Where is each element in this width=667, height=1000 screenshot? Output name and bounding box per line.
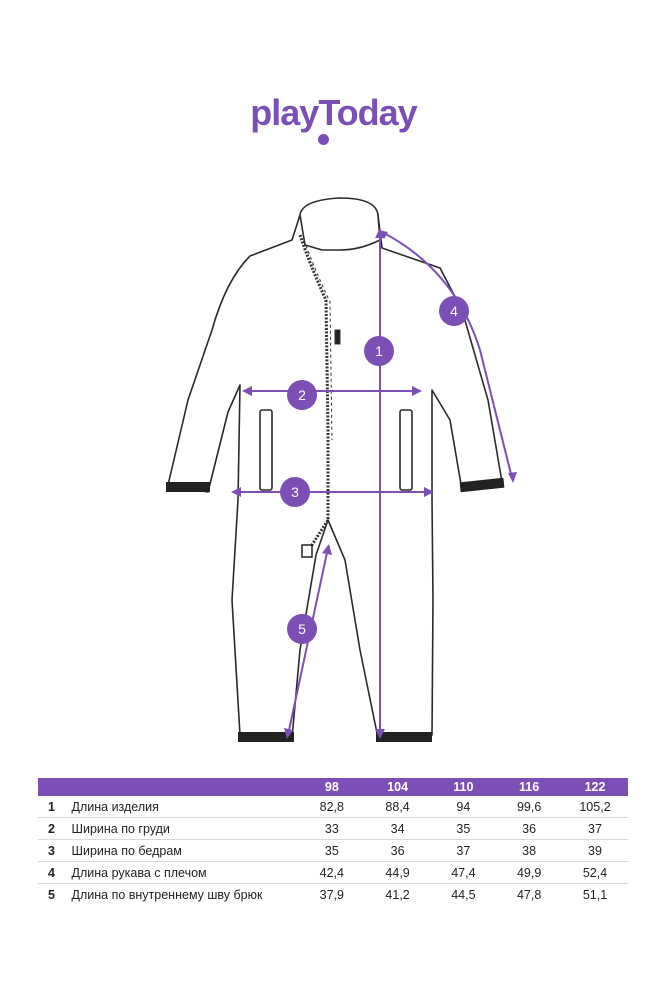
jumpsuit-outline bbox=[168, 198, 502, 738]
row-value: 39 bbox=[588, 843, 602, 858]
marker-3-label: 3 bbox=[291, 484, 299, 500]
marker-3 bbox=[280, 477, 310, 507]
row-value: 99,6 bbox=[516, 799, 542, 814]
row-label: Длина по внутреннему шву брюк bbox=[71, 887, 263, 902]
row-value: 44,5 bbox=[451, 887, 476, 902]
row-value: 94 bbox=[456, 799, 471, 814]
size-header: 98 bbox=[324, 780, 339, 794]
row-value: 52,4 bbox=[582, 865, 608, 880]
marker-5 bbox=[287, 614, 317, 644]
row-label: Длина рукава с плечом bbox=[71, 865, 207, 880]
row-value: 47,8 bbox=[516, 887, 542, 902]
row-label: Ширина по бедрам bbox=[71, 843, 182, 858]
row-number: 1 bbox=[48, 799, 55, 814]
row-value: 88,4 bbox=[385, 799, 410, 814]
row-value: 47,4 bbox=[451, 865, 476, 880]
size-table bbox=[38, 778, 628, 905]
row-label: Ширина по груди bbox=[71, 821, 170, 836]
row-value: 37 bbox=[588, 821, 602, 836]
row-number: 5 bbox=[48, 887, 55, 902]
row-value: 41,2 bbox=[385, 887, 410, 902]
row-value: 35 bbox=[324, 843, 339, 858]
row-value: 35 bbox=[456, 821, 471, 836]
row-value: 51,1 bbox=[582, 887, 608, 902]
jumpsuit-diagram bbox=[0, 180, 667, 760]
brand-name-play: play bbox=[250, 92, 319, 133]
row-value: 44,9 bbox=[385, 865, 410, 880]
marker-1 bbox=[364, 336, 394, 366]
row-value: 38 bbox=[522, 843, 537, 858]
size-header: 116 bbox=[519, 780, 540, 794]
brand-logo bbox=[0, 92, 667, 134]
marker-4-label: 4 bbox=[450, 303, 458, 319]
size-header: 110 bbox=[453, 780, 474, 794]
row-value: 33 bbox=[324, 821, 339, 836]
table-row bbox=[38, 818, 628, 840]
row-value: 82,8 bbox=[319, 799, 344, 814]
marker-1-label: 1 bbox=[375, 343, 383, 359]
row-number: 4 bbox=[48, 865, 55, 880]
marker-2-label: 2 bbox=[298, 387, 306, 403]
row-number: 3 bbox=[48, 843, 55, 858]
row-value: 34 bbox=[390, 821, 405, 836]
row-label: Длина изделия bbox=[71, 799, 159, 814]
marker-4 bbox=[439, 296, 469, 326]
table-row bbox=[38, 884, 628, 906]
size-header: 122 bbox=[584, 780, 606, 794]
row-value: 105,2 bbox=[579, 799, 611, 814]
row-value: 37,9 bbox=[319, 887, 344, 902]
row-value: 36 bbox=[522, 821, 537, 836]
marker-5-label: 5 bbox=[298, 621, 306, 637]
brand-name-today: Today bbox=[318, 92, 417, 133]
row-number: 2 bbox=[48, 821, 55, 836]
marker-2 bbox=[287, 380, 317, 410]
row-value: 49,9 bbox=[516, 865, 542, 880]
row-value: 42,4 bbox=[319, 865, 344, 880]
row-value: 36 bbox=[390, 843, 405, 858]
size-table-header bbox=[38, 778, 628, 796]
size-header: 104 bbox=[387, 780, 409, 794]
table-row bbox=[38, 796, 628, 818]
table-row bbox=[38, 840, 628, 862]
brand-logo-dot bbox=[318, 134, 329, 145]
table-row bbox=[38, 862, 628, 884]
row-value: 37 bbox=[456, 843, 471, 858]
